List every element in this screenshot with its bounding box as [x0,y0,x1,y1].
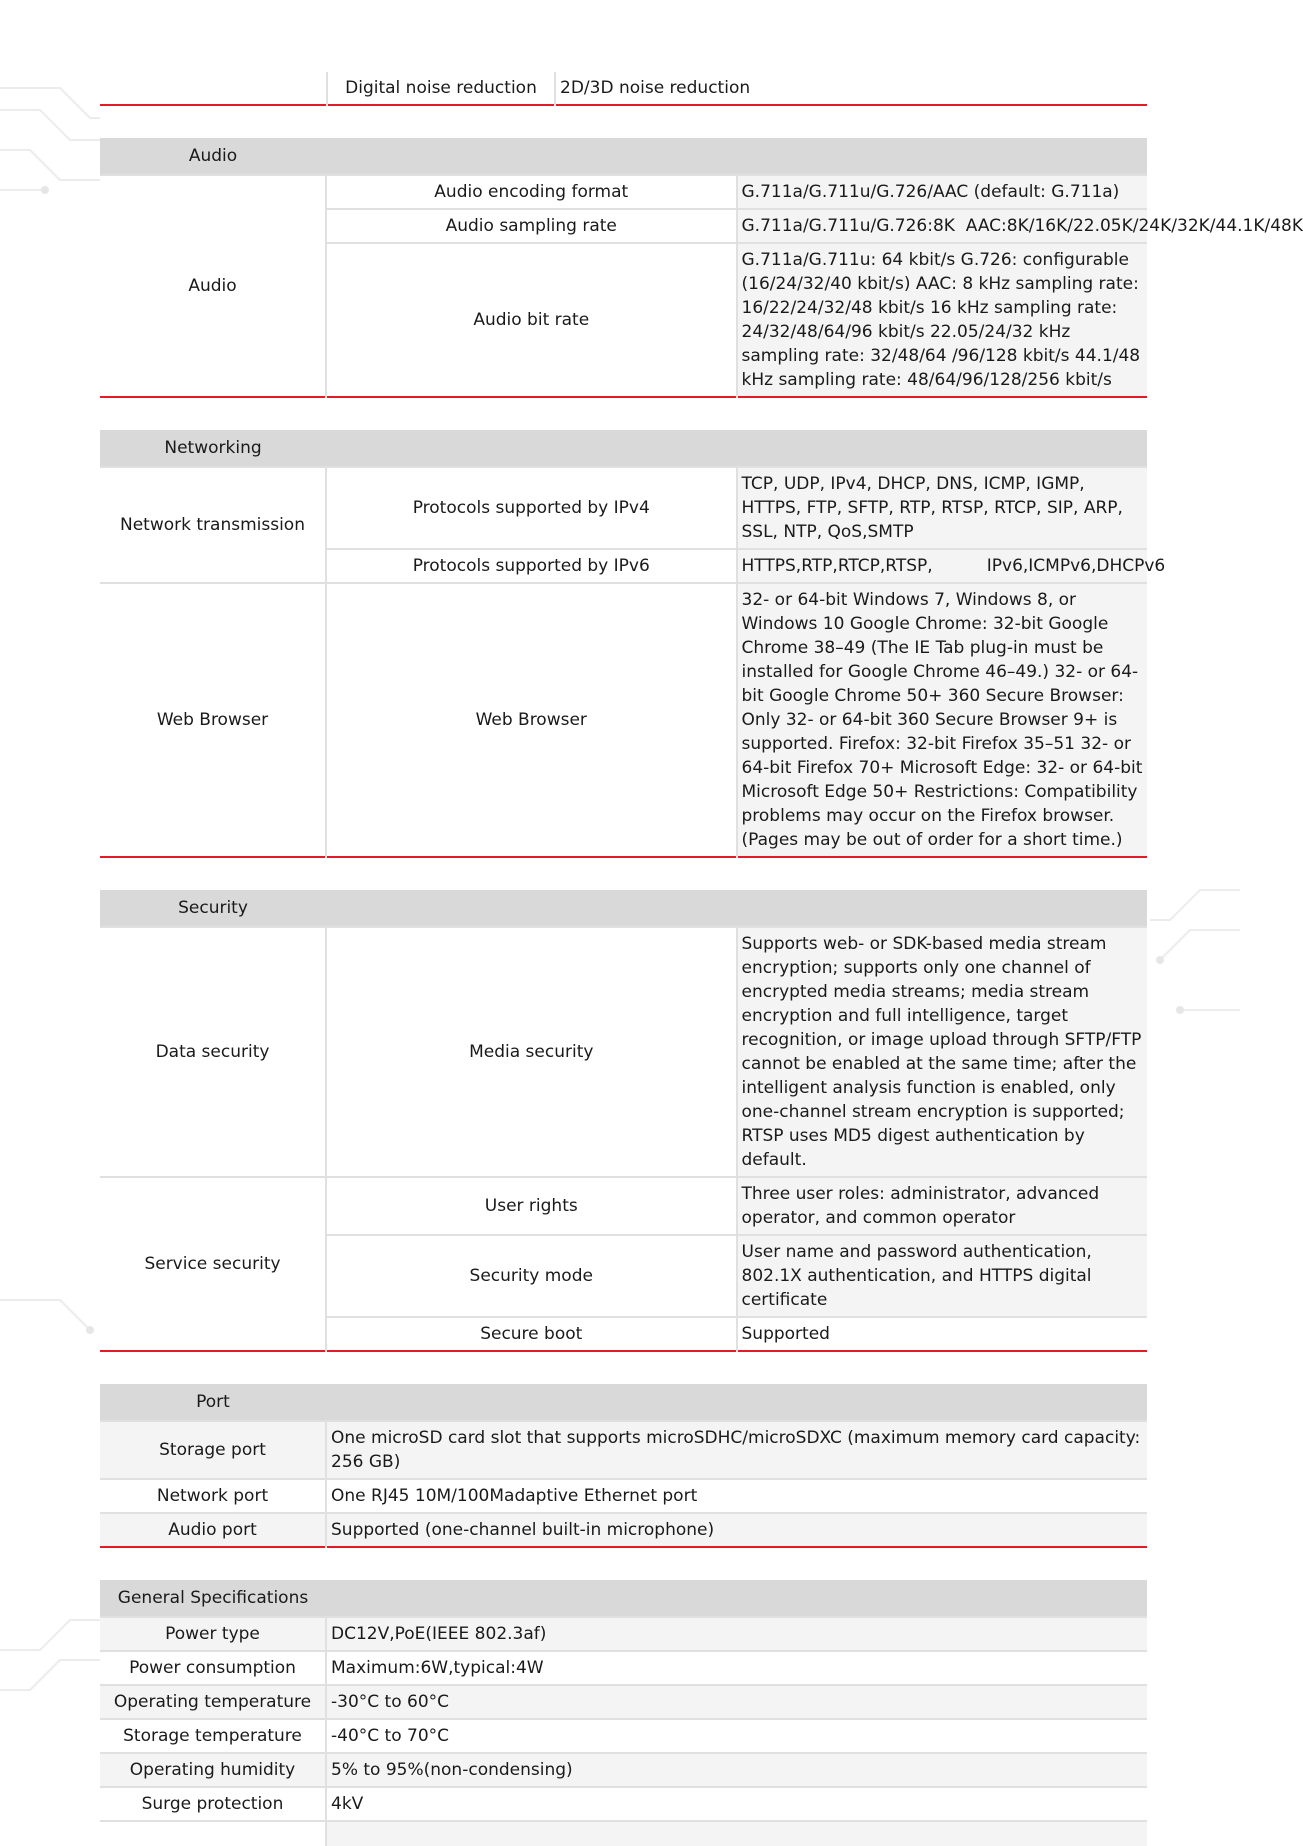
section-title: Port [100,1384,326,1421]
group-label: Service security [100,1177,326,1351]
row-label: Protocols supported by IPv4 [326,467,737,549]
row-label: Surge protection [100,1787,326,1821]
row-value: Maximum:6W,typical:4W [326,1651,1147,1685]
row-label: Audio sampling rate [326,209,737,243]
table-row [100,1177,1147,1235]
row-value: Supports web- or SDK-based media stream encryption; supports only one channel of encrypted media streams; media stream encryption and full intelligence, target recognition, or image upload through SFTP/FTP cannot be enabled at the same time; after the intelligent analysis function is enabled, only one-channel stream encryption is supported; RTSP uses MD5 digest authentication by default. [737,927,1148,1177]
row-value: 2D/3D noise reduction [555,72,1147,105]
row-value: Three user roles: administrator, advanced operator, and common operator [737,1177,1148,1235]
row-value: Supported [737,1317,1148,1351]
spec-document [100,72,1303,1846]
row-label: User rights [326,1177,737,1235]
row-value: 32- or 64-bit Windows 7, Windows 8, or Windows 10 Google Chrome: 32-bit Google Chrome 38–49 (The IE Tab plug-in must be installed for Google Chrome 46–49.) 32- or 64-bit Google Chrome 50+ 360 Secure Browser: Only 32- or 64-bit 360 Secure Browser 9+ is supported. Firefox: 32-bit Firefox 35–51 32- or 64-bit Firefox 70+ Microsoft Edge: 32- or 64-bit Microsoft Edge 50+ Restrictions: Compatibility problems may occur on the Firefox browser. (Pages may be out of order for a short time.) [737,583,1148,857]
section-header [100,1384,1147,1421]
table-row [100,1719,1147,1753]
row-value: G.711a/G.711u/G.726/AAC (default: G.711a) [737,175,1148,209]
row-label: Operating humidity [100,1753,326,1787]
table-row [100,927,1147,1177]
table-row [100,1421,1147,1479]
header-fill [326,430,1147,467]
table-row [100,72,1147,105]
row-label: Audio encoding format [326,175,737,209]
group-label: Network transmission [100,467,326,583]
audio-table [100,138,1303,398]
header-fill [326,138,1147,175]
row-value: One RJ45 10M/100Madaptive Ethernet port [326,1479,1147,1513]
general-specs-table [100,1580,1147,1846]
table-row [100,1617,1147,1651]
empty-cell [100,1821,326,1846]
table-row [100,1685,1147,1719]
header-fill [326,1384,1147,1421]
row-label: Protocols supported by IPv6 [326,549,737,583]
row-label: Power consumption [100,1651,326,1685]
row-value: G.711a/G.711u/G.726:8K AAC:8K/16K/22.05K/24K/32K/44.1K/48K [737,209,1148,243]
table-row [100,583,1147,857]
row-value: G.711a/G.711u: 64 kbit/s G.726: configurable (16/24/32/40 kbit/s) AAC: 8 kHz sampling rate: 16/22/24/32/48 kbit/s 16 kHz sampling rate: 24/32/48/64/96 kbit/s 22.05/24/32 kHz sampling rate: 32/48/64 /96/128 kbit/s 44.1/48 kHz sampling rate: 48/64/96/128/256 kbit/s [737,243,1148,397]
networking-table [100,430,1166,858]
row-value: -40°C to 70°C [326,1719,1147,1753]
section-header [100,138,1147,175]
row-label: Secure boot [326,1317,737,1351]
table-row [100,467,1147,549]
empty-cell [326,1821,1147,1846]
section-header [100,1580,1147,1617]
table-row [100,1753,1147,1787]
row-value: 4kV [326,1787,1147,1821]
group-label: Data security [100,927,326,1177]
section-title: Security [100,890,326,927]
section-title: Networking [100,430,326,467]
video-spec-table [100,72,1147,106]
security-table [100,890,1147,1352]
row-value: HTTPS,RTP,RTCP,RTSP, IPv6,ICMPv6,DHCPv6 [737,549,1148,583]
row-label: Storage port [100,1421,326,1479]
row-label: Web Browser [326,583,737,857]
header-fill [326,1580,1147,1617]
port-table [100,1384,1147,1548]
section-header [100,430,1147,467]
group-label: Web Browser [100,583,326,857]
table-row [100,1821,1147,1846]
row-value: User name and password authentication, 802.1X authentication, and HTTPS digital certificate [737,1235,1148,1317]
row-label: Network port [100,1479,326,1513]
row-label: Media security [326,927,737,1177]
row-value: 5% to 95%(non-condensing) [326,1753,1147,1787]
row-label: Operating temperature [100,1685,326,1719]
header-fill [326,890,1147,927]
table-row [100,175,1147,209]
empty-cell [100,72,327,105]
section-title: Audio [100,138,326,175]
section-title: General Specifications [100,1580,326,1617]
section-header [100,890,1147,927]
table-row [100,1787,1147,1821]
row-value: DC12V,PoE(IEEE 802.3af) [326,1617,1147,1651]
row-label: Audio bit rate [326,243,737,397]
row-value: TCP, UDP, IPv4, DHCP, DNS, ICMP, IGMP, HTTPS, FTP, SFTP, RTP, RTSP, RTCP, SIP, ARP, SSL, NTP, QoS,SMTP [737,467,1148,549]
table-row [100,1651,1147,1685]
row-value: -30°C to 60°C [326,1685,1147,1719]
table-row [100,1513,1147,1547]
row-value: Supported (one-channel built-in microphone) [326,1513,1147,1547]
row-label: Digital noise reduction [327,72,555,105]
row-label: Power type [100,1617,326,1651]
table-row [100,1479,1147,1513]
row-label: Audio port [100,1513,326,1547]
row-label: Security mode [326,1235,737,1317]
group-label: Audio [100,175,326,397]
row-value: One microSD card slot that supports microSDHC/microSDXC (maximum memory card capacity: 256 GB) [326,1421,1147,1479]
row-label: Storage temperature [100,1719,326,1753]
